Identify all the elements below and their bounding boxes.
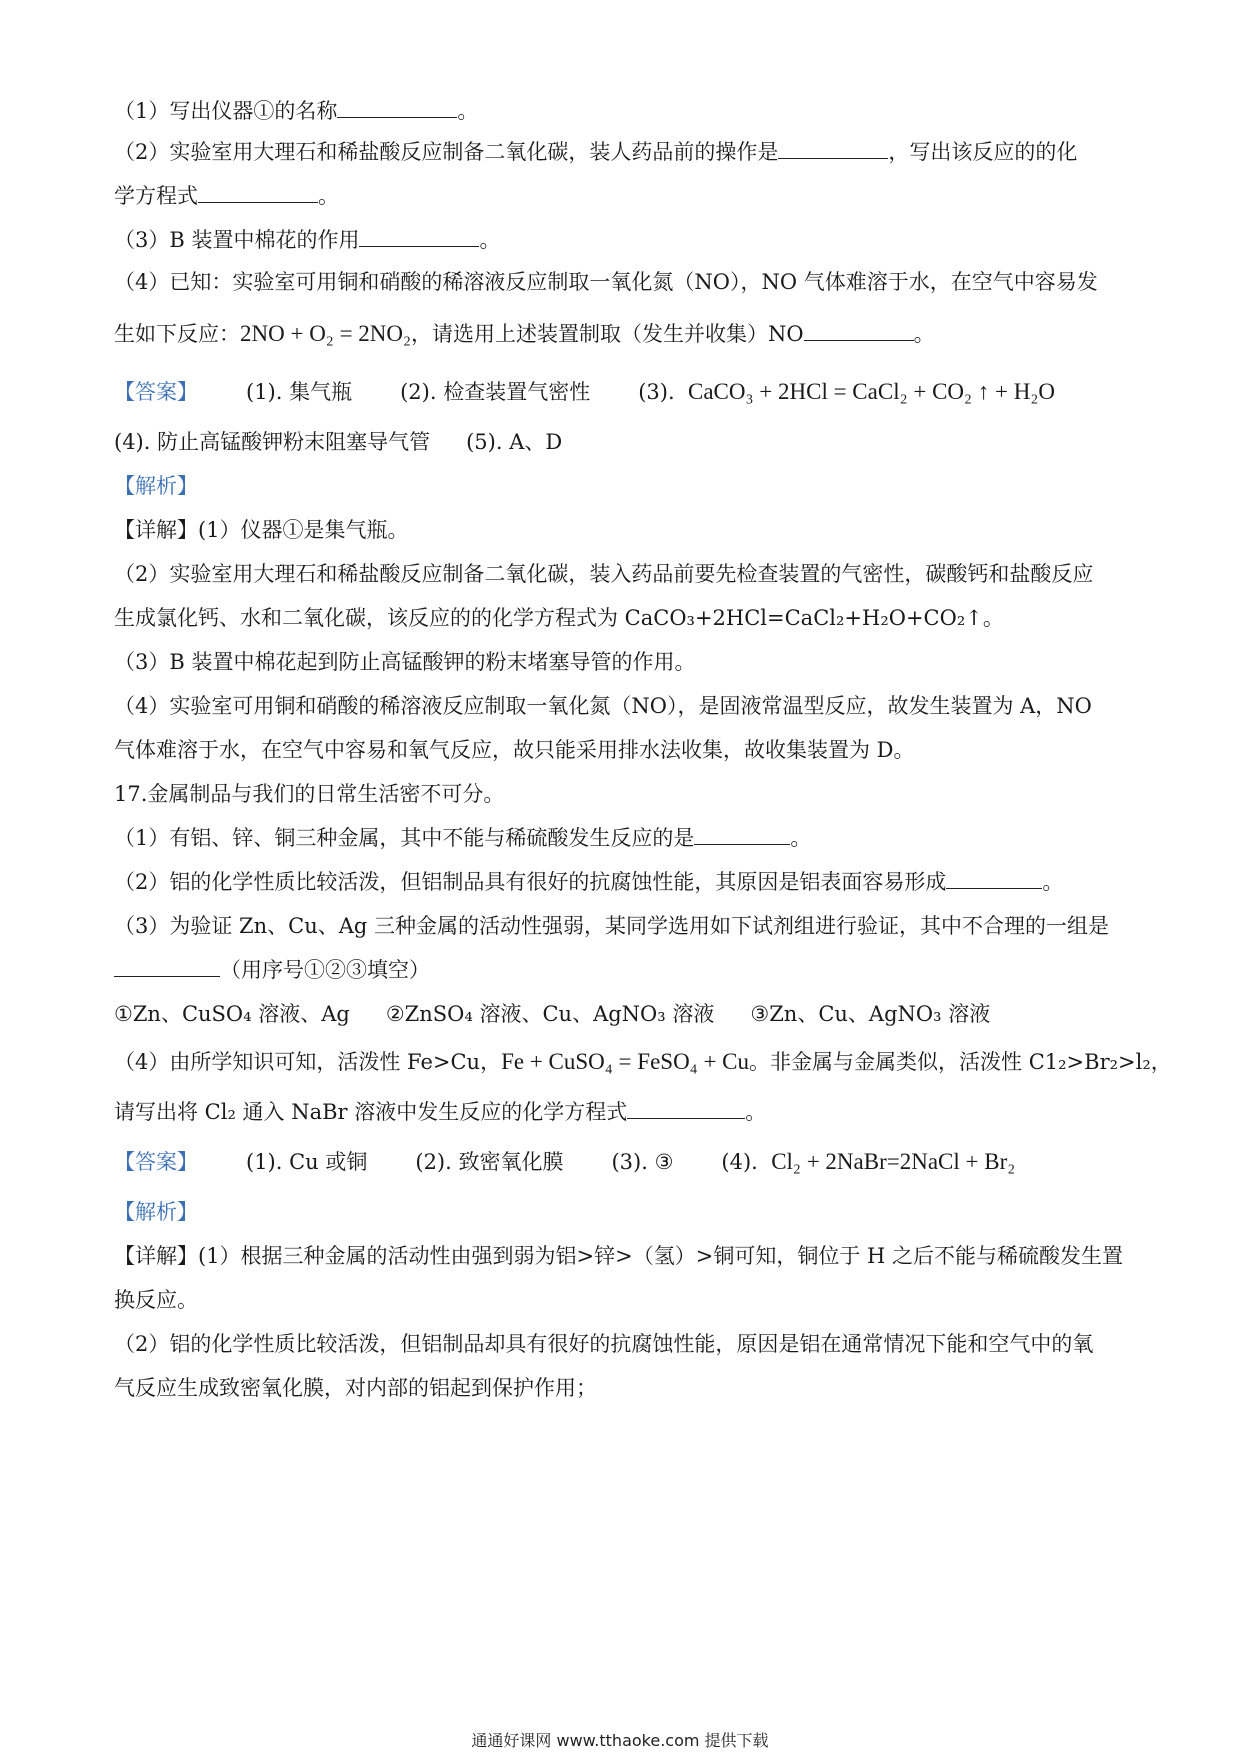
page-footer: 通通好课网 www.tthaoke.com 提供下载 [471,1731,769,1750]
answer-blank [946,870,1042,889]
answer-item: (4). 防止高锰酸钾粉末阻塞导气管 [114,430,431,454]
answer-item: (3). [638,380,675,404]
answer-item: (3). ③ [611,1150,674,1174]
answer-blank [804,322,914,341]
q16-detail2-line2: 生成氯化钙、水和二氧化碳，该反应的的化学方程式为 CaCO₃+2HCl=CaCl₂+H₂O+CO₂↑。 [114,606,1004,630]
q17-detail1-line1: 【详解】(1）根据三种金属的活动性由强到弱为铝>锌>（氢）>铜可知，铜位于 H 之后不能与稀硫酸发生置 [114,1244,1124,1268]
q16-detail1: 【详解】(1）仪器①是集气瓶。 [114,518,409,542]
q16-part2-text: （2）实验室用大理石和稀盐酸反应制备二氧化碳，装人药品前的操作是 [114,140,779,164]
q17-part3-line1: （3）为验证 Zn、Cu、Ag 三种金属的活动性强弱，某同学选用如下试剂组进行验证，其中不合理的一组是 [114,914,1110,938]
q16-part4-line1 [114,268,1134,296]
q16-part1-end: 。 [457,99,479,123]
q16-detail2-line1: （2）实验室用大理石和稀盐酸反应制备二氧化碳，装入药品前要先检查装置的气密性，碳酸钙和盐酸反应 [114,562,1094,586]
answer-blank [337,99,457,118]
answer-label: 【答案】 [114,380,198,404]
q17-part2-text: （2）铝的化学性质比较活泼，但铝制品具有很好的抗腐蚀性能，其原因是铝表面容易形成 [114,870,947,894]
equation: CaCO₃ + 2HCl = CaCl₂ + CO₂ ↑ + H₂O [688,379,1056,404]
q17-part2-end: 。 [1042,870,1064,894]
q16-part2-text2: 学方程式 [114,184,198,208]
q17-part1-text: （1）有铝、锌、铜三种金属，其中不能与稀硫酸发生反应的是 [114,826,695,850]
q17-part2 [114,868,1134,896]
answer-item: (2). 致密氧化膜 [415,1150,564,1174]
equation: 2NO + O₂ = 2NO₂ [240,321,412,346]
analysis-label: 【解析】 [114,1200,198,1224]
answer-blank [694,826,790,845]
q16-part3-end: 。 [479,228,501,252]
q17-part4-text3: 请写出将 Cl₂ 通入 NaBr 溶液中发生反应的化学方程式 [114,1100,628,1124]
q16-part4-text: （4）已知：实验室可用铜和硝酸的稀溶液反应制取一氧化氮（NO），NO 气体难溶于水，在空气中容易发 [114,270,1098,294]
q17-part4-text2: 。非金属与金属类似，活泼性 C1₂>Br₂>l₂， [749,1050,1172,1074]
q17-options [114,1000,1134,1028]
answer-item: (4). [721,1150,758,1174]
q16-answer-line2 [114,428,1134,456]
q17-title: 17.金属制品与我们的日常生活密不可分。 [114,782,505,806]
q17-detail1-line2: 换反应。 [114,1288,198,1312]
answer-item: (1). Cu 或铜 [246,1150,368,1174]
q16-part4-end: 。 [913,322,935,346]
answer-item: (5). A、D [466,430,563,454]
q16-detail3: （3）B 装置中棉花起到防止高锰酸钾的粉末堵塞导管的作用。 [114,650,696,674]
q17-part4-line1 [114,1048,1172,1076]
q17-detail2-line2: 气反应生成致密氧化膜，对内部的铝起到保护作用； [114,1376,597,1400]
answer-blank [114,958,220,977]
q16-detail4-line1: （4）实验室可用铜和硝酸的稀溶液反应制取一氧化氮（NO），是固液常温型反应，故发生装置为 A，NO [114,694,1092,718]
q17-part3-line2 [114,956,1134,984]
q17-part4-text: （4）由所学知识可知，活泼性 Fe>Cu， [114,1050,502,1074]
q16-part1 [114,97,1134,125]
q17-part1-end: 。 [790,826,812,850]
answer-item: (2). 检查装置气密性 [400,380,591,404]
q16-part4-line2 [114,320,1134,348]
q17-part4-end: 。 [745,1100,767,1124]
q16-part2-line1 [114,138,1134,166]
q16-answer-line1 [114,378,1134,406]
analysis-label: 【解析】 [114,474,198,498]
q16-part3-text: （3）B 装置中棉花的作用 [114,228,360,252]
q17-part4-line2 [114,1098,1134,1126]
equation: Fe + CuSO₄ = FeSO₄ + Cu [501,1049,750,1074]
equation: Cl₂ + 2NaBr=2NaCl + Br₂ [771,1149,1016,1174]
q17-part3-text: （用序号①②③填空） [220,958,430,982]
option-item: ③Zn、Cu、AgNO₃ 溶液 [750,1002,991,1026]
answer-blank [198,184,318,203]
answer-blank [778,140,888,159]
answer-blank [627,1100,745,1119]
answer-blank [359,228,479,247]
q16-detail4-line2: 气体难溶于水，在空气中容易和氧气反应，故只能采用排水法收集，故收集装置为 D。 [114,738,915,762]
q16-part4-text3: ，请选用上述装置制取（发生并收集）NO [411,322,804,346]
q17-detail2-line1: （2）铝的化学性质比较活泼，但铝制品却具有很好的抗腐蚀性能，原因是铝在通常情况下能和空气中的氧 [114,1332,1094,1356]
answer-label: 【答案】 [114,1150,198,1174]
q16-part2-end: 。 [318,184,339,208]
q17-answer-line [114,1148,1134,1176]
answer-item: (1). 集气瓶 [246,380,353,404]
option-item: ②ZnSO₄ 溶液、Cu、AgNO₃ 溶液 [385,1002,715,1026]
q16-part4-text2: 生如下反应： [114,322,240,346]
q16-part1-text: （1）写出仪器①的名称 [114,99,338,123]
q16-part2-text-cont: ，写出该反应的的化 [888,140,1078,164]
q16-part2-line2 [114,182,1134,210]
option-item: ①Zn、CuSO₄ 溶液、Ag [114,1002,350,1026]
q16-part3 [114,226,1134,254]
q17-part1 [114,824,1134,852]
